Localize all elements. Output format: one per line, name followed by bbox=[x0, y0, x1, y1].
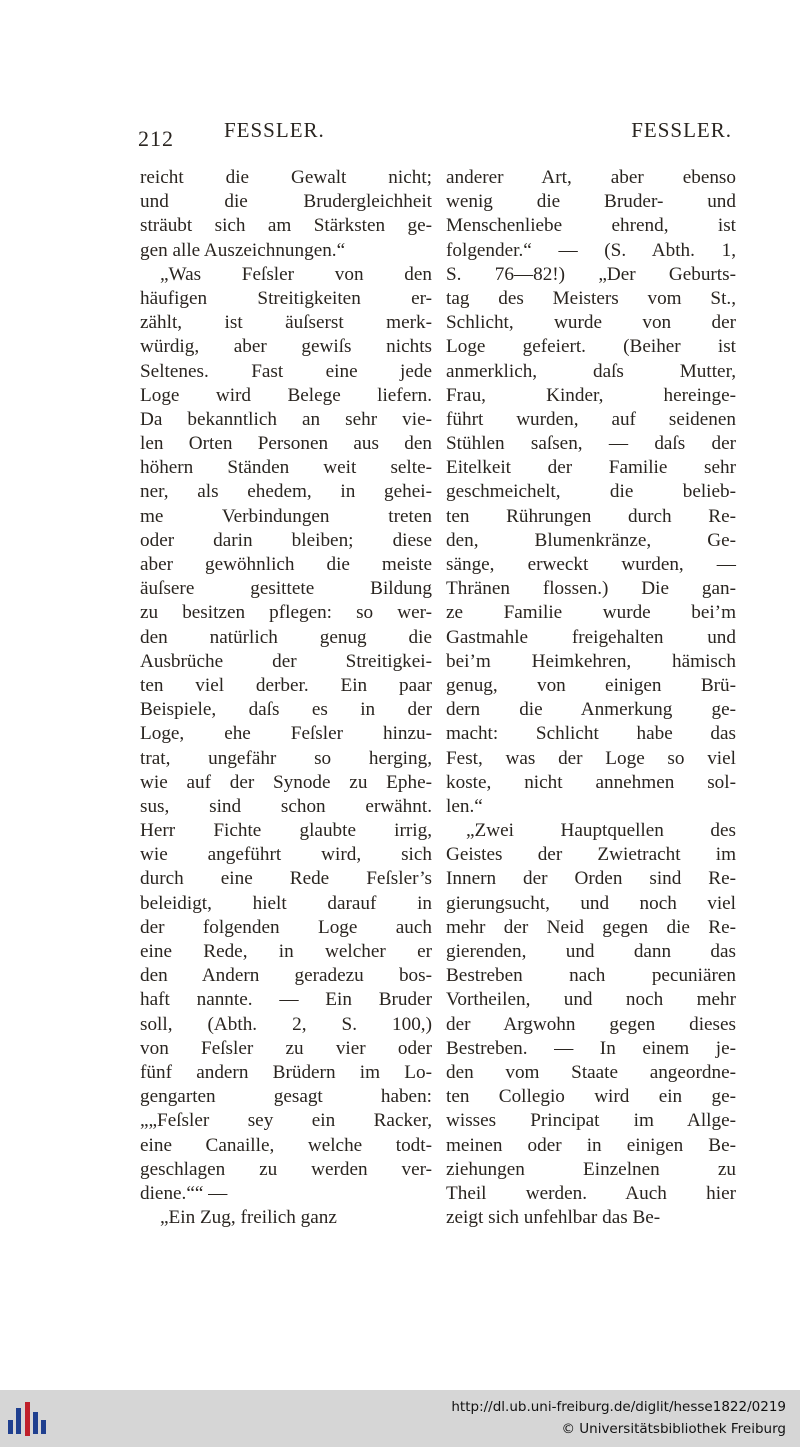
text-line: len.“ bbox=[446, 795, 483, 817]
text-line: bei’m Heimkehren, hämisch bbox=[446, 650, 736, 672]
text-line: Bestreben. — In einem je- bbox=[446, 1037, 736, 1059]
text-line: Eitelkeit der Familie sehr bbox=[446, 457, 736, 479]
text-line: Loge gefeiert. (Beiher ist bbox=[446, 336, 736, 358]
text-column-left bbox=[140, 166, 432, 1230]
text-line: äuſsere gesittete Bildung bbox=[140, 578, 432, 600]
text-line: aber gewöhnlich die meiste bbox=[140, 554, 432, 575]
text-line: eine Rede, in welcher er bbox=[140, 941, 432, 962]
running-title-left: FESSLER. bbox=[224, 118, 325, 142]
viewer-footer bbox=[0, 1390, 800, 1447]
text-line: trat, ungefähr so herging, bbox=[140, 747, 432, 769]
running-title-right: FESSLER. bbox=[631, 118, 732, 142]
text-line: Loge, ehe Feſsler hinzu- bbox=[140, 723, 432, 745]
text-line: reicht die Gewalt nicht; bbox=[140, 167, 432, 188]
text-line: Loge wird Belege liefern. bbox=[140, 384, 432, 406]
text-line: sträubt sich am Stärksten ge- bbox=[140, 215, 432, 237]
text-line: häufigen Streitigkeiten er- bbox=[140, 287, 432, 309]
text-line: Vortheilen, und noch mehr bbox=[446, 989, 736, 1011]
text-line: folgender.“ — (S. Abth. 1, bbox=[446, 239, 736, 261]
text-line: ten viel derber. Ein paar bbox=[140, 674, 432, 696]
text-line: der Argwohn gegen dieses bbox=[446, 1013, 736, 1035]
text-line: tag des Meisters vom St., bbox=[446, 287, 736, 309]
text-line: der folgenden Loge auch bbox=[140, 916, 432, 938]
text-line: haft nannte. — Ein Bruder bbox=[140, 989, 432, 1011]
text-line: zeigt sich unfehlbar das Be- bbox=[446, 1207, 661, 1229]
text-line: dern die Anmerkung ge- bbox=[446, 699, 736, 721]
copyright-notice: © Universitätsbibliothek Freiburg bbox=[561, 1421, 786, 1437]
text-line: den, Blumenkränze, Ge- bbox=[446, 529, 736, 551]
page-number: 212 bbox=[138, 126, 174, 151]
text-line: gierenden, und dann das bbox=[446, 941, 736, 962]
text-line: meinen oder in einigen Be- bbox=[446, 1134, 736, 1156]
text-line: von Feſsler zu vier oder bbox=[140, 1037, 432, 1059]
text-line: geschmeichelt, die belieb- bbox=[446, 481, 736, 503]
text-line: „Zwei Hauptquellen des bbox=[466, 820, 736, 842]
text-line: Herr Fichte glaubte irrig, bbox=[140, 820, 432, 842]
text-line: Beispiele, daſs es in der bbox=[140, 699, 432, 721]
text-line: soll, (Abth. 2, S. 100,) bbox=[140, 1013, 432, 1035]
text-line: Bestreben nach pecuniären bbox=[446, 965, 736, 987]
text-line: wenig die Bruder- und bbox=[446, 191, 736, 213]
text-line: den vom Staate angeordne- bbox=[446, 1061, 736, 1083]
permalink-url[interactable]: http://dl.ub.uni-freiburg.de/diglit/hesse1822/0219 bbox=[451, 1399, 786, 1415]
text-line: gengarten gesagt haben: bbox=[140, 1086, 432, 1108]
text-line: Da bekanntlich an sehr vie- bbox=[140, 408, 432, 430]
text-line: würdig, aber gewiſs nichts bbox=[140, 336, 432, 358]
text-line: Schlicht, wurde von der bbox=[446, 312, 736, 334]
text-line: durch eine Rede Feſsler’s bbox=[140, 868, 432, 890]
text-line: Innern der Orden sind Re- bbox=[446, 868, 736, 890]
text-line: Menschenliebe ehrend, ist bbox=[446, 215, 736, 237]
text-line: Theil werden. Auch hier bbox=[446, 1182, 736, 1204]
text-line: zu besitzen pflegen: so wer- bbox=[140, 602, 432, 624]
text-line: und die Brudergleichheit bbox=[140, 191, 432, 213]
text-line: den Andern geradezu bos- bbox=[140, 965, 432, 987]
text-line: gen alle Auszeichnungen.“ bbox=[140, 239, 346, 261]
text-line: Ausbrüche der Streitigkei- bbox=[140, 650, 432, 672]
text-line: S. 76—82!) „Der Geburts- bbox=[446, 263, 736, 285]
text-line: „Ein Zug, freilich ganz bbox=[160, 1207, 337, 1229]
text-line: höhern Ständen weit selte- bbox=[140, 457, 432, 479]
text-column-right bbox=[446, 166, 736, 1230]
text-line: sus, sind schon erwähnt. bbox=[140, 795, 432, 817]
text-line: „„Feſsler sey ein Racker, bbox=[140, 1110, 432, 1132]
text-line: me Verbindungen treten bbox=[140, 505, 432, 527]
text-line: ner, als ehedem, in gehei- bbox=[140, 481, 432, 503]
text-line: genug, von einigen Brü- bbox=[446, 674, 736, 696]
text-line: oder darin bleiben; diese bbox=[140, 529, 432, 551]
text-line: ten Collegio wird ein ge- bbox=[446, 1086, 736, 1108]
text-line: diene.““ — bbox=[140, 1182, 228, 1204]
text-line: sänge, erweckt wurden, — bbox=[446, 554, 736, 575]
text-line: fünf andern Brüdern im Lo- bbox=[140, 1061, 432, 1083]
text-line: macht: Schlicht habe das bbox=[446, 723, 736, 745]
text-line: wisses Principat im Allge- bbox=[446, 1110, 736, 1132]
text-line: ze Familie wurde bei’m bbox=[446, 602, 736, 624]
text-line: eine Canaille, welche todt- bbox=[140, 1134, 432, 1156]
page-header bbox=[138, 118, 732, 152]
text-line: führt wurden, auf seidenen bbox=[446, 408, 736, 430]
text-line: Thränen flossen.) Die gan- bbox=[446, 578, 736, 600]
text-line: wie auf der Synode zu Ephe- bbox=[140, 771, 432, 793]
text-line: beleidigt, hielt darauf in bbox=[140, 892, 432, 914]
text-line: den natürlich genug die bbox=[140, 626, 432, 648]
ub-freiburg-logo-icon[interactable] bbox=[6, 1398, 48, 1440]
text-line: geschlagen zu werden ver- bbox=[140, 1158, 432, 1180]
text-line: ziehungen Einzelnen zu bbox=[446, 1158, 736, 1180]
text-line: Geistes der Zwietracht im bbox=[446, 844, 736, 866]
text-line: gierungsucht, und noch viel bbox=[446, 892, 736, 914]
text-line: zählt, ist äuſserst merk- bbox=[140, 312, 432, 334]
text-line: Gastmahle freigehalten und bbox=[446, 626, 736, 648]
text-line: ten Rührungen durch Re- bbox=[446, 505, 736, 527]
text-line: Stühlen saſsen, — daſs der bbox=[446, 433, 736, 455]
text-line: anmerklich, daſs Mutter, bbox=[446, 360, 736, 382]
text-line: „Was Feſsler von den bbox=[160, 263, 432, 285]
text-line: wie angeführt wird, sich bbox=[140, 844, 432, 866]
text-line: mehr der Neid gegen die Re- bbox=[446, 916, 736, 938]
text-line: Fest, was der Loge so viel bbox=[446, 747, 736, 769]
text-line: Frau, Kinder, hereinge- bbox=[446, 384, 736, 406]
text-line: len Orten Personen aus den bbox=[140, 433, 432, 455]
text-line: Seltenes. Fast eine jede bbox=[140, 360, 432, 382]
text-line: anderer Art, aber ebenso bbox=[446, 167, 736, 188]
text-line: koste, nicht annehmen sol- bbox=[446, 771, 736, 793]
